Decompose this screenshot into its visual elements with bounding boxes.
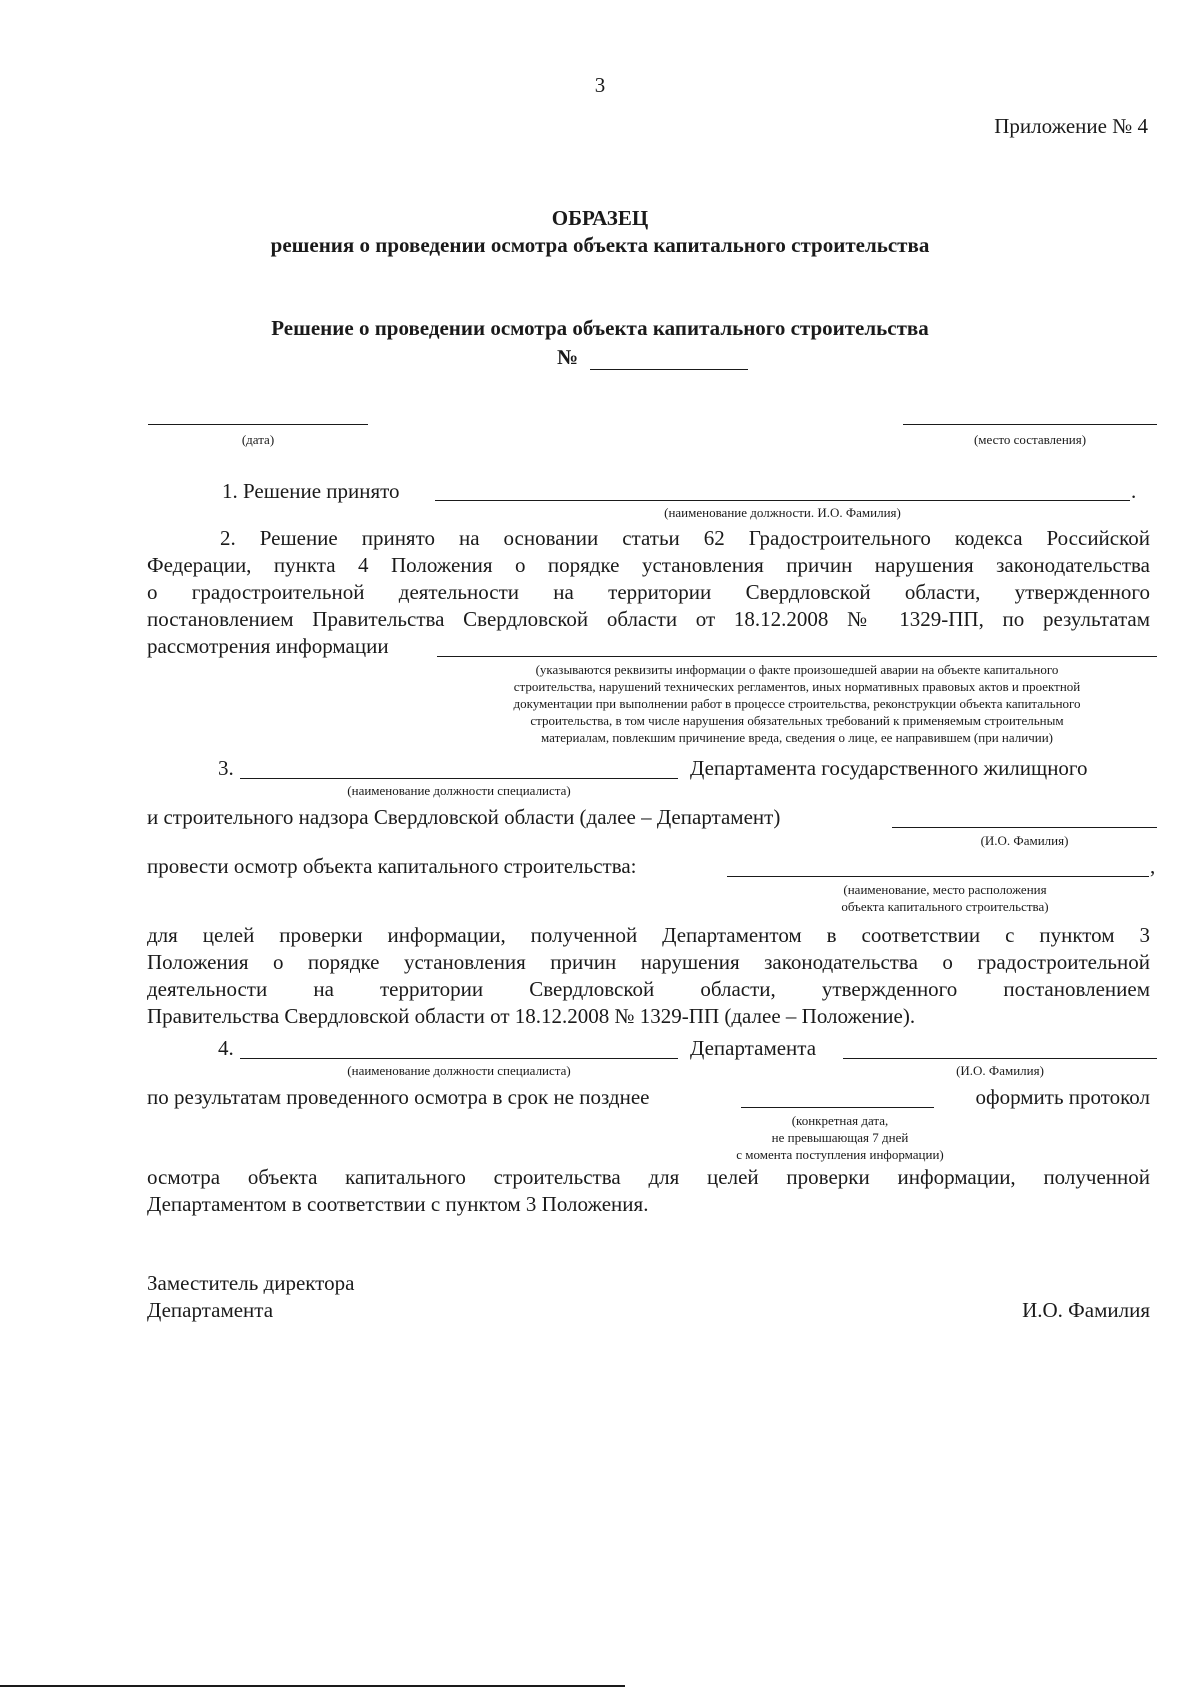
item4-name-caption: (И.О. Фамилия) <box>956 1063 1044 1078</box>
item3-para-line-1: для целей проверки информации, полученной Департаментом в соответствии с пунктом 3 <box>147 923 1150 947</box>
signature-title-line-1: Заместитель директора <box>147 1271 355 1295</box>
item3-name-caption: (И.О. Фамилия) <box>980 833 1069 848</box>
item2-caption-line: документации при выполнении работ в процессе строительства, реконструкции объекта капитального <box>513 696 1081 711</box>
page-number: 3 <box>594 73 606 97</box>
item4-para-last: Департаментом в соответствии с пунктом 3 Положения. <box>147 1192 649 1216</box>
item4-position-line <box>240 1058 678 1059</box>
item4-date-caption-line: не превышающая 7 дней <box>771 1130 909 1145</box>
place-field-line <box>903 424 1157 425</box>
item3-position-caption: (наименование должности специалиста) <box>347 783 571 798</box>
item3-name-line <box>892 827 1157 828</box>
sample-heading: ОБРАЗЕЦ <box>551 206 649 230</box>
item4-department: Департамента <box>690 1036 817 1060</box>
item3-line-2: и строительного надзора Свердловской области (далее – Департамент) <box>147 805 781 829</box>
item3-para-line-2: Положения о порядке установления причин нарушения законодательства о градостроительной <box>147 950 1150 974</box>
item4-date-caption <box>690 1112 990 1163</box>
item3-line-3: провести осмотр объекта капитального строительства: <box>147 854 637 878</box>
item4-line-2: по результатам проведенного осмотра в срок не позднее <box>147 1085 650 1109</box>
item4-date-caption-line: (конкретная дата, <box>791 1113 889 1128</box>
item3-para-last: Правительства Свердловской области от 18.12.2008 № 1329-ПП (далее – Положение). <box>147 1004 916 1028</box>
document-title: Решение о проведении осмотра объекта капитального строительства <box>271 316 929 340</box>
item3-object-caption-line: (наименование, место расположения <box>843 882 1047 897</box>
item2-line-2: Федерации, пункта 4 Положения о порядке установления причин нарушения законодательства <box>147 553 1150 577</box>
item1-end: . <box>1131 479 1137 503</box>
signature-name: И.О. Фамилия <box>1022 1298 1150 1322</box>
scan-edge-line <box>0 1685 625 1687</box>
item2-field-line <box>437 656 1157 657</box>
item4-position-caption: (наименование должности специалиста) <box>347 1063 571 1078</box>
place-caption: (место составления) <box>973 432 1087 447</box>
item2-last-line: рассмотрения информации <box>147 634 389 658</box>
item3-object-line <box>727 876 1149 877</box>
item1-field-line <box>435 500 1130 501</box>
item4-line-2-end: оформить протокол <box>975 1085 1150 1109</box>
item2-caption <box>437 661 1157 746</box>
sample-subheading: решения о проведении осмотра объекта капитального строительства <box>270 233 930 257</box>
number-label: № <box>557 345 579 369</box>
date-caption: (дата) <box>241 432 275 447</box>
item4-date-caption-line: с момента поступления информации) <box>736 1147 944 1162</box>
item2-line-4: постановлением Правительства Свердловской области от 18.12.2008 № 1329-ПП, по результатам <box>147 607 1150 631</box>
date-field-line <box>148 424 368 425</box>
item3-number: 3. <box>218 756 234 780</box>
item4-para-line-1: осмотра объекта капитального строительства для целей проверки информации, полученной <box>147 1165 1150 1189</box>
item2-caption-line: строительства, нарушений технических регламентов, иных нормативных правовых актов и проектной <box>513 679 1081 694</box>
item4-date-line <box>741 1107 934 1108</box>
appendix-label: Приложение № 4 <box>994 114 1148 138</box>
item2-caption-line: строительства, в том числе нарушения обязательных требований к применяемым строительным <box>530 713 1064 728</box>
item1-caption: (наименование должности. И.О. Фамилия) <box>664 505 901 520</box>
item4-number: 4. <box>218 1036 234 1060</box>
signature-title-line-2: Департамента <box>147 1298 274 1322</box>
item3-line-3-end: , <box>1150 854 1156 878</box>
item4-name-line <box>843 1058 1157 1059</box>
item2-line-1: 2. Решение принято на основании статьи 62 Градостроительного кодекса Российской <box>220 526 1150 550</box>
item3-position-line <box>240 778 678 779</box>
item3-object-caption-line: объекта капитального строительства) <box>841 899 1049 914</box>
item3-department: Департамента государственного жилищного <box>690 756 1088 780</box>
number-field-line <box>590 369 748 370</box>
item3-para-line-3: деятельности на территории Свердловской области, утвержденного постановлением <box>147 977 1150 1001</box>
item1-label: 1. Решение принято <box>222 479 400 503</box>
item2-caption-line: материалам, повлекшим причинение вреда, сведения о лице, ее направившем (при наличии) <box>541 730 1053 745</box>
item3-object-caption <box>770 881 1120 915</box>
item2-line-3: о градостроительной деятельности на территории Свердловской области, утвержденного <box>147 580 1150 604</box>
item2-caption-line: (указываются реквизиты информации о факте произошедшей аварии на объекте капитального <box>535 662 1059 677</box>
